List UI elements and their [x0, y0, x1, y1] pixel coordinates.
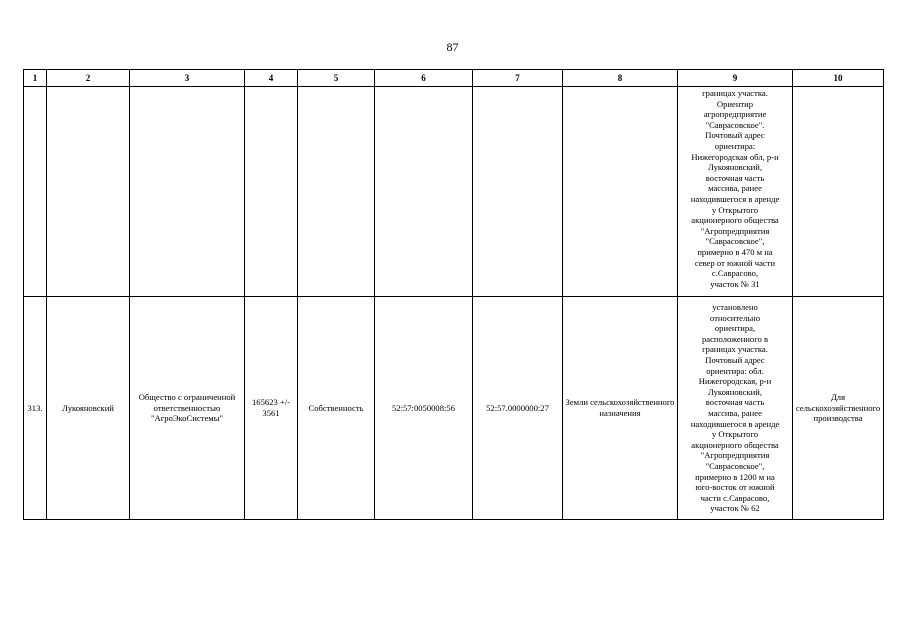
- land-category-cell: [563, 87, 678, 297]
- row-number-cell: 313.: [24, 297, 47, 520]
- header-cell-10: 10: [793, 70, 884, 87]
- table-row: [24, 297, 884, 520]
- land-category-cell: Земли сельскохозяйственного назначения: [563, 297, 678, 520]
- header-cell-6: 6: [375, 70, 473, 87]
- header-cell-7: 7: [473, 70, 563, 87]
- header-cell-5: 5: [298, 70, 375, 87]
- district-cell: Лукояновский: [47, 297, 130, 520]
- parent-cadastral-number-cell: 52:57.0000000:27: [473, 297, 563, 520]
- table-row: [24, 87, 884, 297]
- location-cell: [678, 297, 793, 520]
- owner-cell: [130, 87, 245, 297]
- header-cell-8: 8: [563, 70, 678, 87]
- header-cell-9: 9: [678, 70, 793, 87]
- parent-cadastral-number-cell: [473, 87, 563, 297]
- location-cell: [678, 87, 793, 297]
- header-cell-1: 1: [24, 70, 47, 87]
- registry-table: [23, 69, 884, 520]
- location-text: границах участка. Ориентир агропредприятие "Саврасовское". Почтовый адрес ориентира: Нижегородская обл, р-н Лукояновский, восточная часть массива, ранее находившегося в аренде у Открытого акционерного общества "Агропредприятия "Саврасовское", примерно в 470 м на север от южной части с.Саврасово, участок № 31: [690, 88, 780, 289]
- header-cell-3: 3: [130, 70, 245, 87]
- area-cell: 165623 +/- 3561: [245, 297, 298, 520]
- location-text: установлено относительно ориентира, расположенного в границах участка. Почтовый адрес ориентира: обл. Нижегородская, р-н Лукояновский, восточная часть массива, ранее находившегося в аренде у Открытого акционерного общества "Агропредприятия "Саврасовское", примерно в 1200 м на юго-восток от южной части с.Саврасово, участок № 62: [690, 302, 780, 514]
- cadastral-number-cell: 52:57:0050008:56: [375, 297, 473, 520]
- header-cell-2: 2: [47, 70, 130, 87]
- right-type-cell: [298, 87, 375, 297]
- table-header-row: [24, 70, 884, 87]
- cadastral-number-cell: [375, 87, 473, 297]
- owner-cell: Общество с ограниченной ответственностью "АгроЭкоСистемы": [130, 297, 245, 520]
- area-cell: [245, 87, 298, 297]
- right-type-cell: Собственность: [298, 297, 375, 520]
- district-cell: [47, 87, 130, 297]
- row-number-cell: [24, 87, 47, 297]
- header-cell-4: 4: [245, 70, 298, 87]
- page-number: 87: [446, 40, 459, 54]
- permitted-use-cell: [793, 87, 884, 297]
- permitted-use-cell: Для сельскохозяйственного производства: [793, 297, 884, 520]
